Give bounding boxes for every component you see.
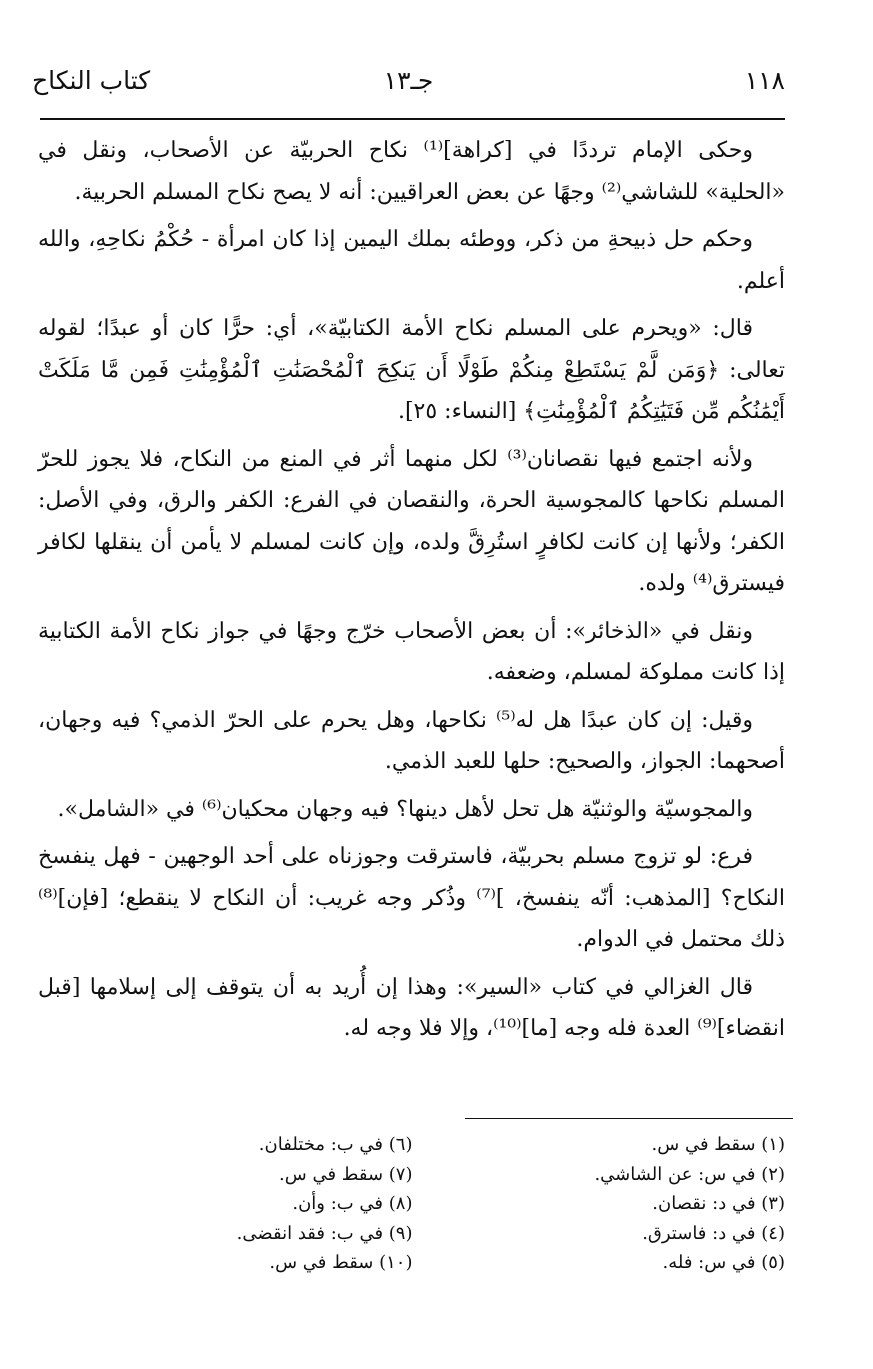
footnote: (١) سقط في س. (651, 1134, 785, 1155)
footnote: (٥) في س: فله. (662, 1252, 785, 1273)
footnote: (٨) في ب: وأن. (292, 1193, 413, 1214)
footnote: (٦) في ب: مختلفان. (258, 1134, 413, 1155)
paragraph: وقيل: إن كان عبدًا هل له⁽⁵⁾ نكاحها، وهل يحرم على الحرّ الذمي؟ فيه وجهان، أصحهما: الجواز، والصحيح: حلها للعبد الذمي. (38, 707, 785, 774)
volume-label: جـ١٣ (383, 66, 434, 95)
footnote: (٢) في س: عن الشاشي. (594, 1163, 785, 1185)
book-title: كتاب النكاح (32, 66, 151, 95)
footnote: (٩) في ب: فقد انقضى. (236, 1222, 413, 1244)
paragraph: قال الغزالي في كتاب «السير»: وهذا إن أُريد به أن يتوقف إلى إسلامها [قبل انقضاء]⁽⁹⁾ العدة فله وجه [ما]⁽¹⁰⁾، وإلا فلا وجه له. (38, 974, 785, 1041)
footnote-rule (465, 1118, 793, 1119)
paragraph: فرع: لو تزوج مسلم بحربيّة، فاسترقت وجوزناه على أحد الوجهين - فهل ينفسخ النكاح؟ [المذهب: أنّه ينفسخ، ]⁽⁷⁾ وذُكر وجه غريب: أن النكاح لا ينقطع؛ [فإن]⁽⁸⁾ ذلك محتمل في الدوام. (38, 844, 785, 952)
footnote: (١٠) سقط في س. (269, 1252, 413, 1273)
footnote: (٣) في د: نقصان. (652, 1193, 785, 1214)
paragraph: ونقل في «الذخائر»: أن بعض الأصحاب خرّج وجهًا في جواز نكاح الأمة الكتابية إذا كانت مملوكة لمسلم، وضعفه. (38, 618, 785, 685)
paragraph: والمجوسيّة والوثنيّة هل تحل لأهل دينها؟ فيه وجهان محكيان⁽⁶⁾ في «الشامل». (57, 796, 753, 822)
footnote: (٧) سقط في س. (279, 1163, 413, 1185)
footnotes-left-column (40, 1130, 413, 1278)
running-header (32, 66, 785, 106)
paragraph: وحكم حل ذبيحةِ من ذكر، ووطئه بملك اليمين إذا كان امرأة - حُكْمُ نكاحِهِ، والله أعلم. (38, 227, 785, 294)
paragraph: قال: «ويحرم على المسلم نكاح الأمة الكتابيّة»، أي: حرًّا كان أو عبدًا؛ لقوله تعالى: ﴿وَمَن لَّمْ يَسْتَطِعْ مِنكُمْ طَوْلًا أَن يَنكِحَ ٱلْمُحْصَنَٰتِ ٱلْمُؤْمِنَٰتِ فَمِن مَّا مَلَكَتْ أَيْمَٰنُكُم مِّن فَتَيَٰتِكُمُ ٱلْمُؤْمِنَٰتِ﴾ [النساء: ٢٥]. (38, 316, 785, 424)
page-number: ١١٨ (744, 66, 785, 95)
main-text (38, 130, 785, 1056)
footnotes-right-column (413, 1130, 786, 1278)
footnote: (٤) في د: فاسترق. (642, 1222, 785, 1244)
paragraph: وحكى الإمام ترددًا في [كراهة]⁽¹⁾ نكاح الحربيّة عن الأصحاب، ونقل في «الحلية» للشاشي⁽²⁾ وجهًا عن بعض العراقيين: أنه لا يصح نكاح المسلم الحربية. (38, 138, 785, 205)
header-rule (40, 118, 785, 120)
footnotes (40, 1130, 785, 1278)
paragraph: ولأنه اجتمع فيها نقصانان⁽³⁾ لكل منهما أثر في المنع من النكاح، فلا يجوز للحرّ المسلم نكاحها كالمجوسية الحرة، والنقصان في الفرع: الكفر والرق، وفي الأصل: الكفر؛ ولأنها إن كانت لكافرٍ استُرِقَّ ولده، وإن كانت لمسلم لا يأمن أن ينقلها لكافر فيسترق⁽⁴⁾ ولده. (38, 446, 785, 596)
